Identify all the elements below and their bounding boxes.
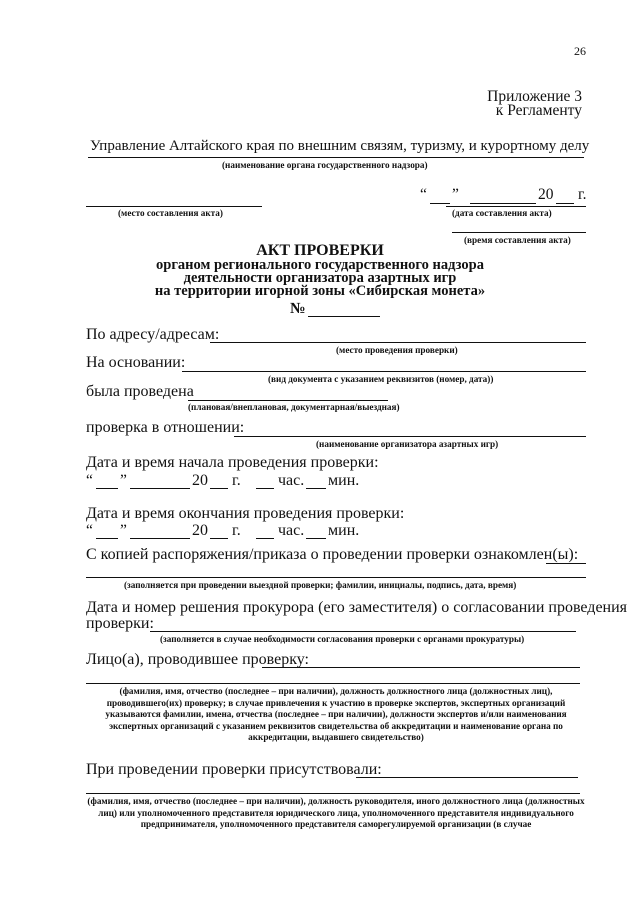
prosecutor-blank[interactable] [150, 631, 576, 632]
copy-label: С копией распоряжения/приказа о проведении проверки ознакомлен(ы): [86, 546, 579, 563]
act-title: АКТ ПРОВЕРКИ [256, 242, 384, 259]
authority-underline [88, 157, 584, 158]
end-minutes-label: мин. [328, 522, 360, 539]
prosecutor-label-2: проверки: [86, 615, 154, 632]
start-year-blank[interactable] [210, 488, 228, 489]
inspectors-label: Лицо(а), проводившее проверку: [86, 651, 309, 668]
address-caption: (место проведения проверки) [336, 345, 458, 355]
copy-blank[interactable] [86, 577, 586, 578]
act-subtitle-1: органом регионального государственного надзора [156, 257, 484, 273]
address-blank[interactable] [210, 342, 586, 343]
conducted-blank[interactable] [188, 400, 388, 401]
end-day-blank[interactable] [96, 538, 118, 539]
page-number: 26 [574, 44, 586, 58]
date-year-prefix: 20 [538, 186, 554, 203]
date-month-blank[interactable] [470, 203, 536, 204]
date-year-suffix: г. [578, 186, 587, 203]
conducted-label: была проведена [86, 383, 194, 400]
date-underline [446, 206, 586, 207]
copy-caption: (заполняется при проведении выездной проверки; фамилии, инициалы, подпись, дата, время) [124, 580, 517, 590]
appendix-line-1: Приложение 3 [487, 88, 582, 105]
regarding-label: проверка в отношении: [86, 419, 245, 436]
time-caption: (время составления акта) [464, 235, 571, 245]
end-hours-label: час. [278, 522, 305, 539]
regarding-caption: (наименование организатора азартных игр) [316, 439, 499, 449]
inspectors-caption: (фамилия, имя, отчество (последнее – при наличии), должность должностного лица (должностных лиц), проводившего(их) проверку; в случае привлечения к участию в проверке экспертов, экспертных организаций указываются фамилии, имена, отчества (последнее – при наличии), должности экспертов и/или наименования экспертных организаций с указанием реквизитов свидетельства об аккредитации и наименование органа по аккредитации, выдавшего свидетельство) [105, 686, 567, 743]
end-month-blank[interactable] [130, 538, 190, 539]
date-caption: (дата составления акта) [452, 208, 552, 218]
appendix-line-2: к Регламенту [495, 102, 582, 119]
end-minutes-blank[interactable] [306, 538, 326, 539]
end-year-prefix: 20 [192, 522, 208, 539]
basis-label: На основании: [86, 354, 186, 371]
place-blank[interactable] [86, 206, 262, 207]
time-blank[interactable] [452, 232, 586, 233]
basis-blank[interactable] [182, 371, 586, 372]
start-day-blank[interactable] [96, 488, 118, 489]
start-label: Дата и время начала проведения проверки: [86, 454, 379, 471]
present-label: При проведении проверки присутствовали: [86, 761, 382, 778]
start-year-prefix: 20 [192, 472, 208, 489]
address-label: По адресу/адресам: [86, 326, 220, 343]
end-year-blank[interactable] [210, 538, 228, 539]
date-day-blank[interactable] [430, 203, 450, 204]
authority-caption: (наименование органа государственного надзора) [222, 160, 428, 170]
act-number-blank[interactable] [308, 316, 380, 317]
start-year-suffix: г. [232, 472, 241, 489]
inspectors-blank[interactable] [262, 667, 580, 668]
basis-caption: (вид документа с указанием реквизитов (номер, дата)) [268, 374, 494, 384]
start-hours-blank[interactable] [256, 488, 274, 489]
copy-blank-inline[interactable] [546, 563, 586, 564]
end-label: Дата и время окончания проведения проверки: [86, 505, 405, 522]
start-minutes-label: мин. [328, 472, 360, 489]
date-quote-open: “ [420, 186, 427, 203]
present-blank-2[interactable] [86, 793, 580, 794]
date-quote-close: ” [452, 186, 459, 203]
start-minutes-blank[interactable] [306, 488, 326, 489]
act-number-sign: № [290, 300, 306, 317]
regarding-blank[interactable] [234, 436, 586, 437]
start-hours-label: час. [278, 472, 305, 489]
end-quote-close: ” [120, 522, 127, 539]
end-year-suffix: г. [232, 522, 241, 539]
present-blank[interactable] [356, 777, 578, 778]
end-hours-blank[interactable] [256, 538, 274, 539]
prosecutor-label-1: Дата и номер решения прокурора (его заместителя) о согласовании проведения [86, 599, 628, 616]
authority-name: Управление Алтайского края по внешним связям, туризму, и курортному делу [90, 138, 590, 154]
date-year-blank[interactable] [556, 203, 574, 204]
prosecutor-caption: (заполняется в случае необходимости согласования проверки с органами прокуратуры) [160, 634, 525, 644]
start-quote-open: “ [86, 472, 93, 489]
start-quote-close: ” [120, 472, 127, 489]
act-subtitle-2: деятельности организатора азартных игр [183, 270, 457, 286]
inspectors-blank-2[interactable] [86, 683, 580, 684]
place-caption: (место составления акта) [118, 208, 223, 218]
present-caption: (фамилия, имя, отчество (последнее – при наличии), должность руководителя, иного должностного лица (должностных лиц) или уполномоченного представителя юридического лица, уполномоченного представителя индивидуального предпринимателя, уполномоченного представителя саморегулируемой организации (в случае [87, 796, 585, 830]
start-month-blank[interactable] [130, 488, 190, 489]
end-quote-open: “ [86, 522, 93, 539]
act-subtitle-3: на территории игорной зоны «Сибирская монета» [154, 283, 486, 299]
conducted-caption: (плановая/внеплановая, документарная/выездная) [188, 402, 400, 412]
